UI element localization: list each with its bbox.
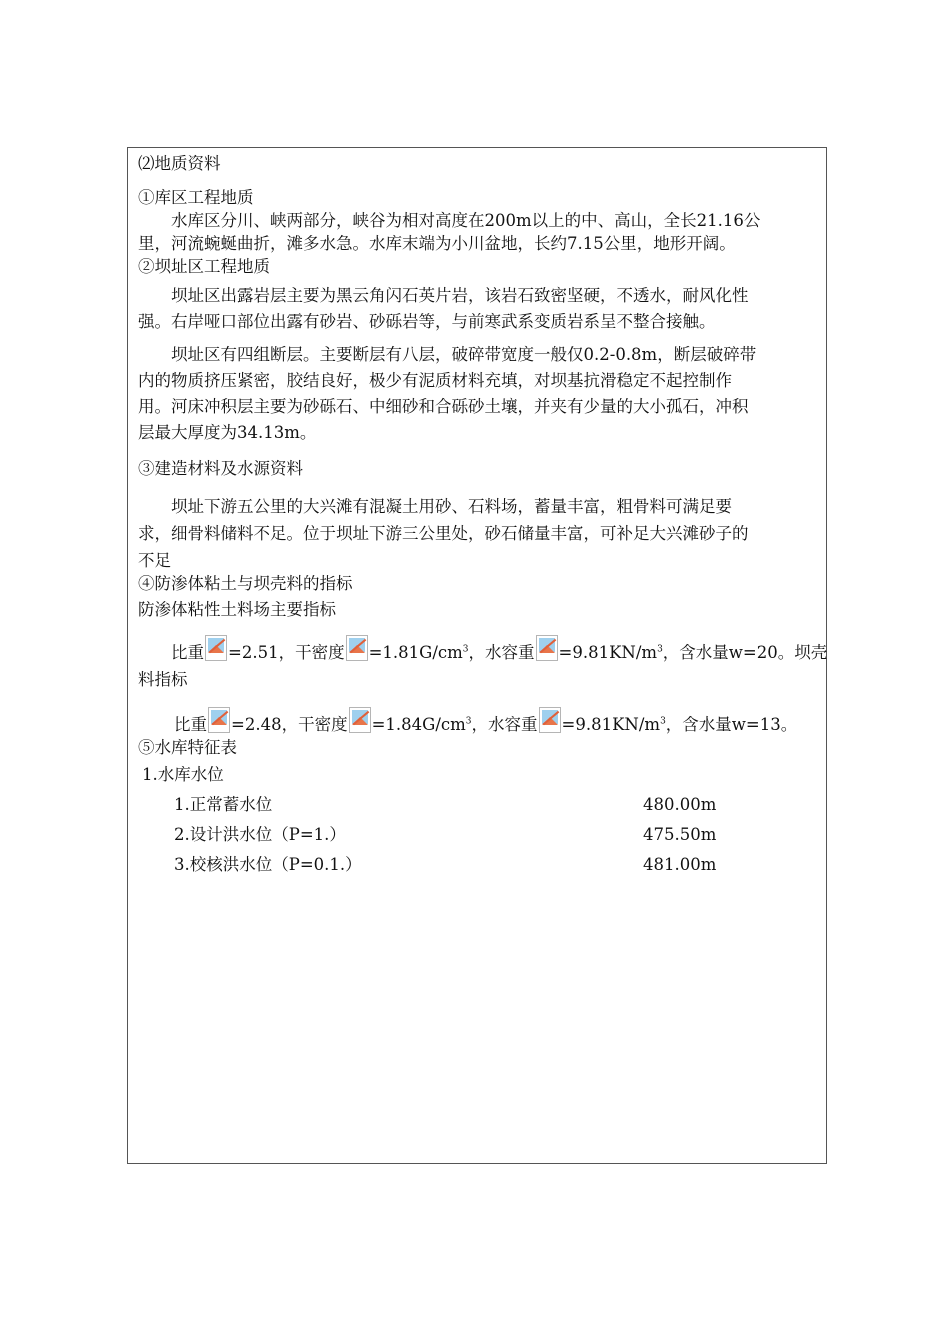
value-text: =1.84G/cm bbox=[371, 715, 466, 734]
paragraph-line: 内的物质挤压紧密，胶结良好，极少有泥质材料充填，对坝基抗滑稳定不起控制作 bbox=[138, 371, 732, 390]
row-label: 3.校核洪水位（P=0.1.） bbox=[174, 855, 362, 874]
label-specific-gravity: 比重 bbox=[171, 643, 204, 662]
superscript: 3 bbox=[465, 716, 472, 727]
subheading-clay-indicators: 防渗体粘性土料场主要指标 bbox=[138, 600, 336, 619]
value-text: =2.51，干密度 bbox=[228, 643, 345, 662]
paragraph-line: 坝址下游五公里的大兴滩有混凝土用砂、石料场，蓄量丰富，粗骨料可满足要 bbox=[171, 497, 732, 516]
table-row bbox=[138, 823, 820, 846]
value-text: =1.81G/cm bbox=[368, 643, 463, 662]
document-frame bbox=[127, 147, 827, 1164]
value-text: ，含水量w=20。坝壳 bbox=[662, 643, 828, 662]
value-text: ，水容重 bbox=[468, 643, 535, 662]
heading-dam-site-geology: ②坝址区工程地质 bbox=[138, 257, 270, 276]
paragraph-line: 求，细骨料储料不足。位于坝址下游三公里处，砂石储量丰富，可补足大兴滩砂子的 bbox=[138, 524, 749, 543]
indicator-line-1 bbox=[138, 635, 828, 664]
value-text: ，水容重 bbox=[471, 715, 538, 734]
value-text: =2.48，干密度 bbox=[231, 715, 348, 734]
subheading-water-levels: 1.水库水位 bbox=[142, 765, 224, 784]
superscript: 3 bbox=[660, 716, 666, 727]
broken-image-icon bbox=[349, 707, 371, 733]
value-text: =9.81KN/m bbox=[561, 715, 661, 734]
superscript: 3 bbox=[657, 644, 663, 655]
table-row bbox=[138, 853, 820, 876]
document-content bbox=[138, 152, 828, 876]
paragraph-line: 坝址区有四组断层。主要断层有八层，破碎带宽度一般仅0.2-0.8m，断层破碎带 bbox=[171, 345, 757, 364]
broken-image-icon bbox=[208, 707, 230, 733]
value-text: ，含水量w=13。 bbox=[665, 715, 798, 734]
paragraph-line: 水库区分川、峡两部分，峡谷为相对高度在200m以上的中、高山，全长21.16公 bbox=[171, 211, 761, 230]
paragraph-line: 强。右岸哑口部位出露有砂岩、砂砾岩等，与前寒武系变质岩系呈不整合接触。 bbox=[138, 312, 716, 331]
heading-reservoir-geology: ①库区工程地质 bbox=[138, 188, 254, 207]
broken-image-icon bbox=[539, 707, 561, 733]
superscript: 3 bbox=[462, 644, 469, 655]
broken-image-icon bbox=[346, 635, 368, 661]
heading-indicators: ④防渗体粘土与坝壳料的指标 bbox=[138, 574, 353, 593]
row-value: 475.50m bbox=[643, 825, 717, 844]
row-label: 2.设计洪水位（P=1.） bbox=[174, 825, 346, 844]
row-value: 480.00m bbox=[643, 795, 717, 814]
section-title: ⑵地质资料 bbox=[138, 154, 221, 173]
paragraph-line: 层最大厚度为34.13m。 bbox=[138, 423, 317, 442]
heading-reservoir-features: ⑤水库特征表 bbox=[138, 738, 237, 757]
broken-image-icon bbox=[536, 635, 558, 661]
paragraph-line: 坝址区出露岩层主要为黑云角闪石英片岩，该岩石致密坚硬，不透水，耐风化性 bbox=[171, 286, 749, 305]
paragraph-line: 料指标 bbox=[138, 670, 188, 689]
row-value: 481.00m bbox=[643, 855, 717, 874]
broken-image-icon bbox=[205, 635, 227, 661]
row-label: 1.正常蓄水位 bbox=[174, 795, 273, 814]
indicator-line-2 bbox=[138, 707, 820, 736]
table-row bbox=[138, 793, 820, 816]
heading-materials: ③建造材料及水源资料 bbox=[138, 459, 303, 478]
value-text: =9.81KN/m bbox=[558, 643, 658, 662]
paragraph-line: 里，河流蜿蜒曲折，滩多水急。水库末端为小川盆地，长约7.15公里，地形开阔。 bbox=[138, 234, 736, 253]
paragraph-line: 不足 bbox=[138, 551, 171, 570]
label-specific-gravity: 比重 bbox=[174, 715, 207, 734]
paragraph-line: 用。河床冲积层主要为砂砾石、中细砂和合砾砂土壤，并夹有少量的大小孤石，冲积 bbox=[138, 397, 749, 416]
